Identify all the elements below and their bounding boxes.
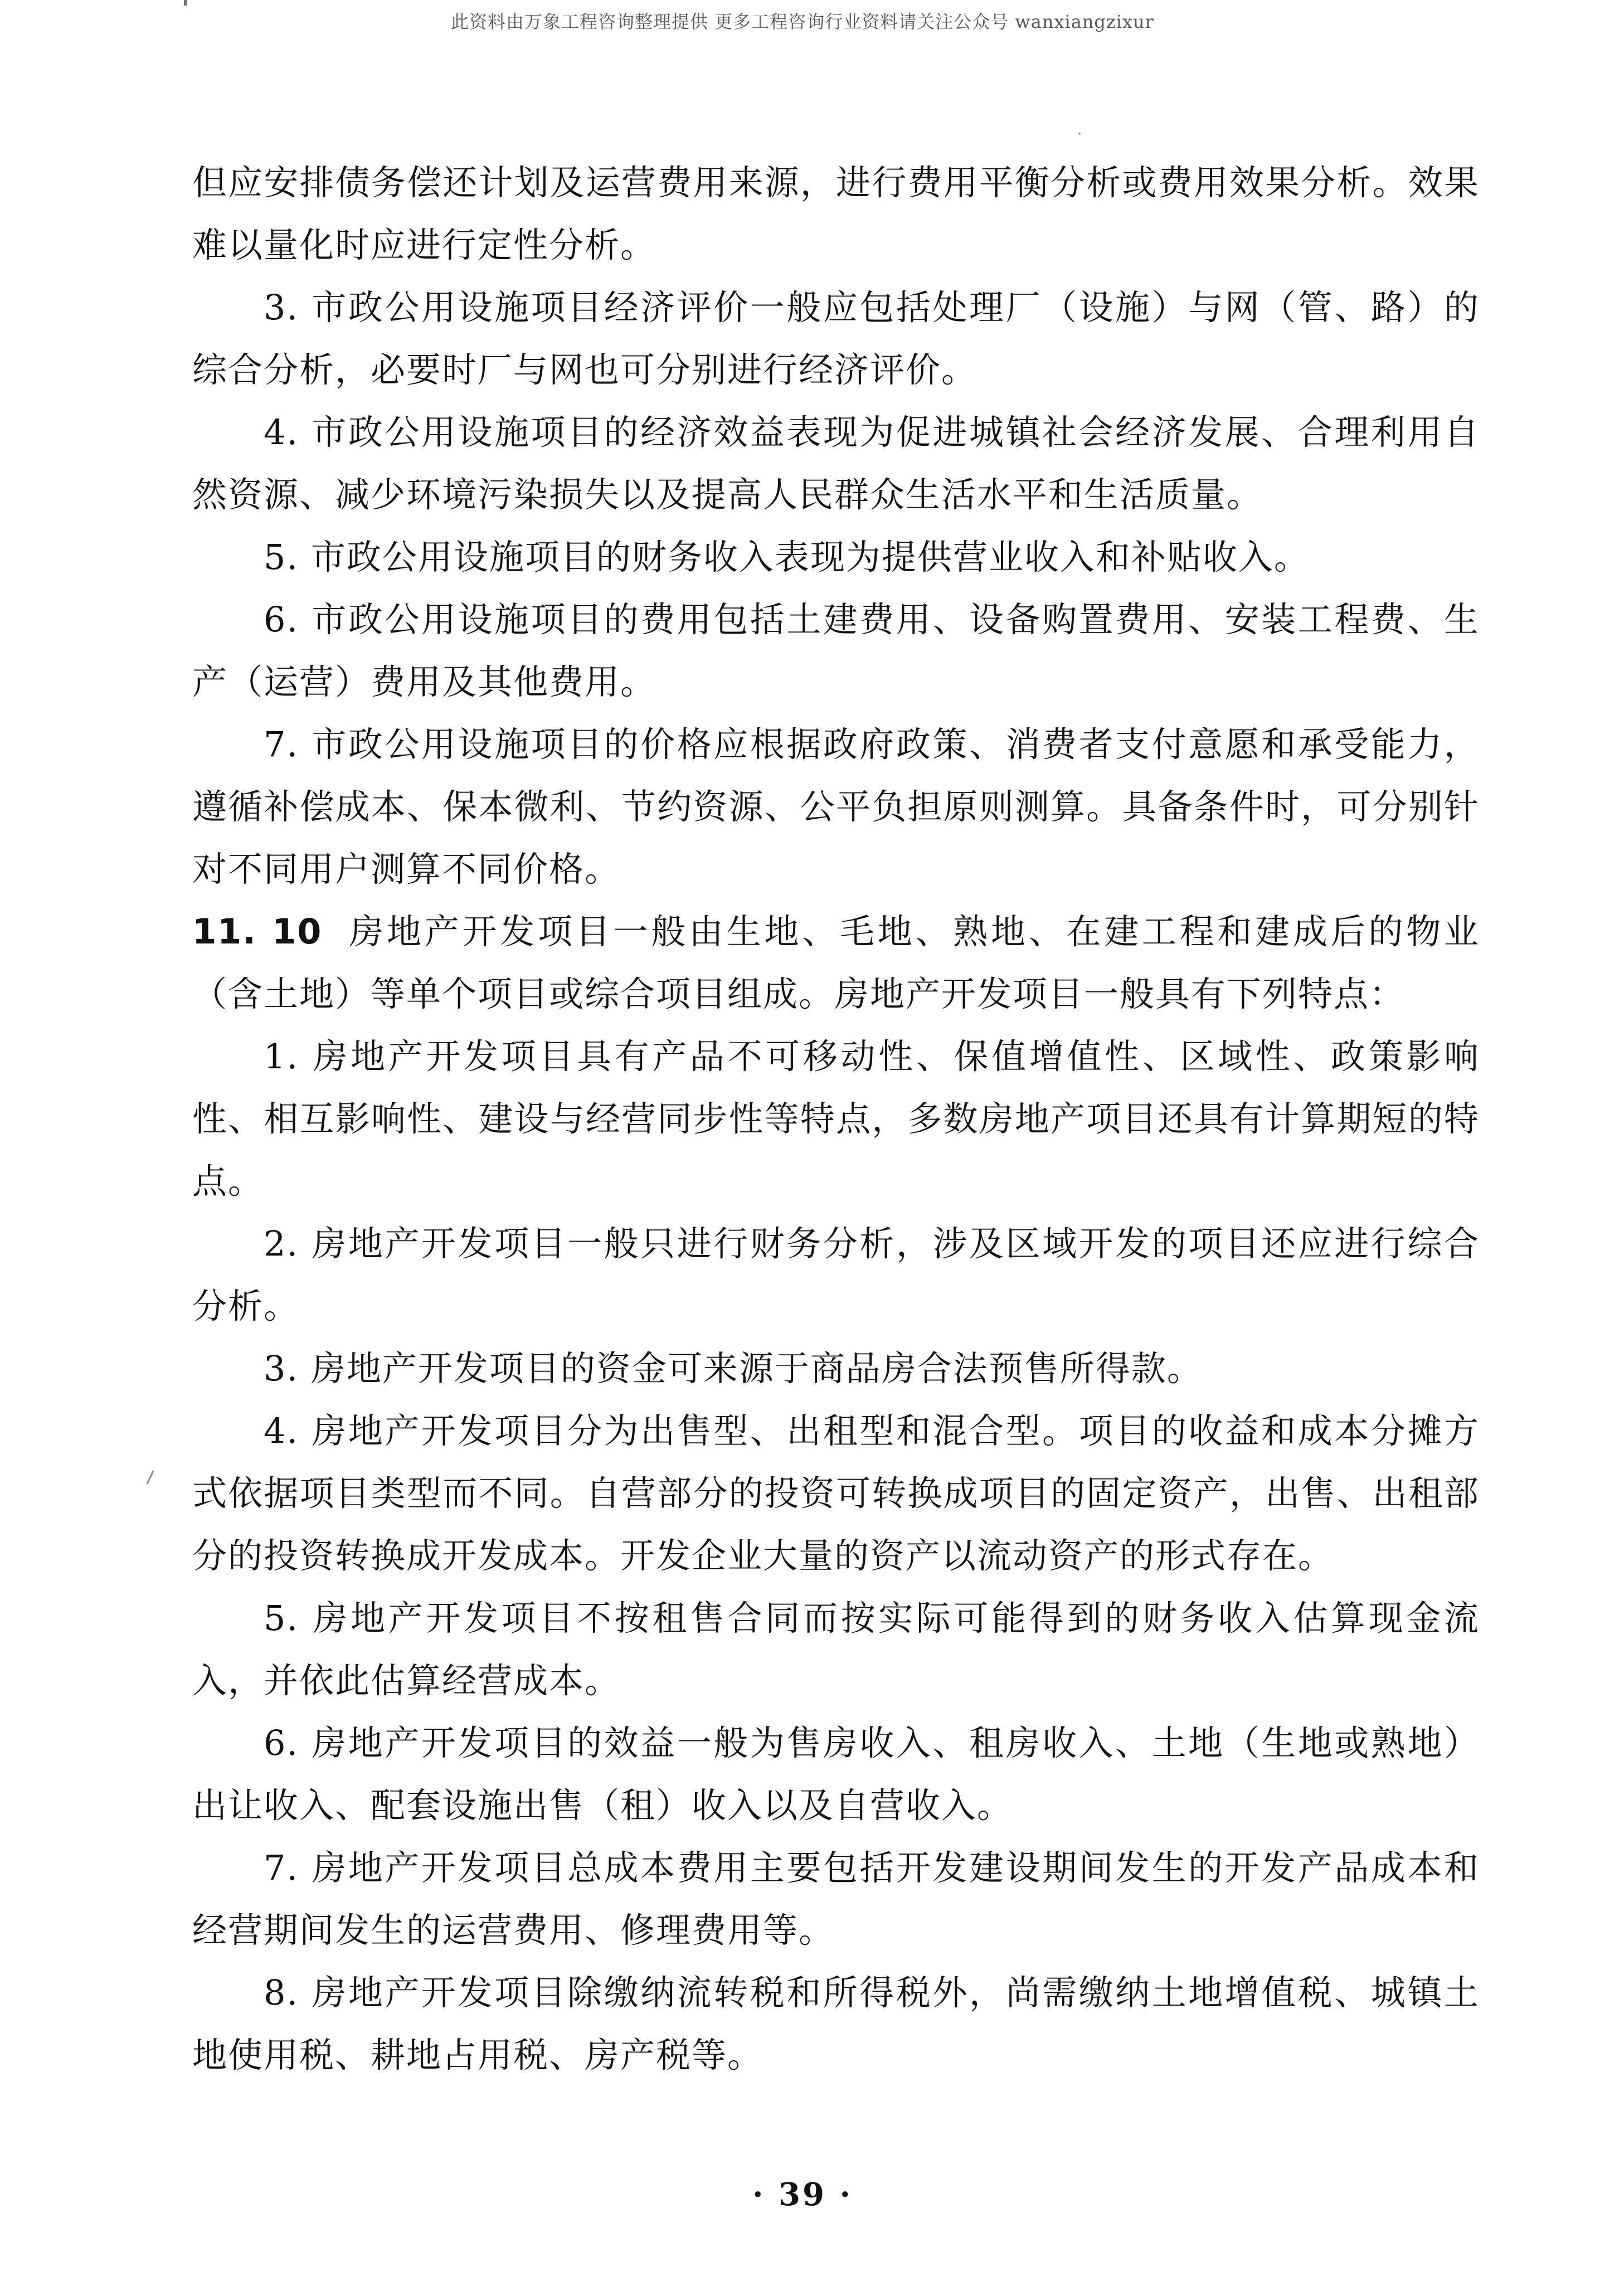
scan-corner-mark — [184, 0, 187, 6]
section-item-5: 5. 房地产开发项目不按租售合同而按实际可能得到的财务收入估算现金流入，并依此估算经营成本。 — [192, 1598, 1480, 1701]
header-note: 此资料由万象工程咨询整理提供 更多工程咨询行业资料请关注公众号 wanxiangzixur — [451, 11, 1154, 32]
paragraph-item-3: 3. 市政公用设施项目经济评价一般应包括处理厂（设施）与网（管、路）的综合分析，必要时厂与网也可分别进行经济评价。 — [192, 287, 1480, 390]
section-item-8: 8. 房地产开发项目除缴纳流转税和所得税外，尚需缴纳土地增值税、城镇土地使用税、耕地占用税、房产税等。 — [192, 1972, 1480, 2075]
section-item-1: 1. 房地产开发项目具有产品不可移动性、保值增值性、区域性、政策影响性、相互影响性、建设与经营同步性等特点，多数房地产项目还具有计算期短的特点。 — [192, 1036, 1480, 1201]
paragraph-item-6: 6. 市政公用设施项目的费用包括土建费用、设备购置费用、安装工程费、生产（运营）费用及其他费用。 — [192, 599, 1480, 702]
page-body — [192, 152, 1480, 2086]
paragraph-continuation: 但应安排债务偿还计划及运营费用来源，进行费用平衡分析或费用效果分析。效果难以量化时应进行定性分析。 — [192, 162, 1480, 265]
section-item-2: 2. 房地产开发项目一般只进行财务分析，涉及区域开发的项目还应进行综合分析。 — [192, 1223, 1480, 1326]
section-number: 11. 10 — [192, 911, 323, 952]
scan-artifact-dot — [1078, 133, 1081, 135]
section-item-6: 6. 房地产开发项目的效益一般为售房收入、租房收入、土地（生地或熟地）出让收入、配套设施出售（租）收入以及自营收入。 — [192, 1723, 1480, 1826]
section-item-7: 7. 房地产开发项目总成本费用主要包括开发建设期间发生的开发产品成本和经营期间发生的运营费用、修理费用等。 — [192, 1847, 1480, 1950]
page-number: · 39 · — [752, 2176, 853, 2213]
paragraph-item-5: 5. 市政公用设施项目的财务收入表现为提供营业收入和补贴收入。 — [264, 537, 1310, 577]
section-text: 房地产开发项目一般由生地、毛地、熟地、在建工程和建成后的物业（含土地）等单个项目或综合项目组成。房地产开发项目一般具有下列特点： — [192, 911, 1480, 1014]
section-heading — [192, 901, 1480, 1025]
paragraph-item-7: 7. 市政公用设施项目的价格应根据政府政策、消费者支付意愿和承受能力，遵循补偿成本、保本微利、节约资源、公平负担原则测算。具备条件时，可分别针对不同用户测算不同价格。 — [192, 724, 1480, 889]
paragraph-item-4: 4. 市政公用设施项目的经济效益表现为促进城镇社会经济发展、合理利用自然资源、减少环境污染损失以及提高人民群众生活水平和生活质量。 — [192, 412, 1480, 515]
scan-artifact-tick — [147, 1471, 154, 1485]
section-item-3: 3. 房地产开发项目的资金可来源于商品房合法预售所得款。 — [264, 1348, 1203, 1389]
section-item-4: 4. 房地产开发项目分为出售型、出租型和混合型。项目的收益和成本分摊方式依据项目类型而不同。自营部分的投资可转换成项目的固定资产，出售、出租部分的投资转换成开发成本。开发企业大量的资产以流动资产的形式存在。 — [192, 1410, 1480, 1576]
